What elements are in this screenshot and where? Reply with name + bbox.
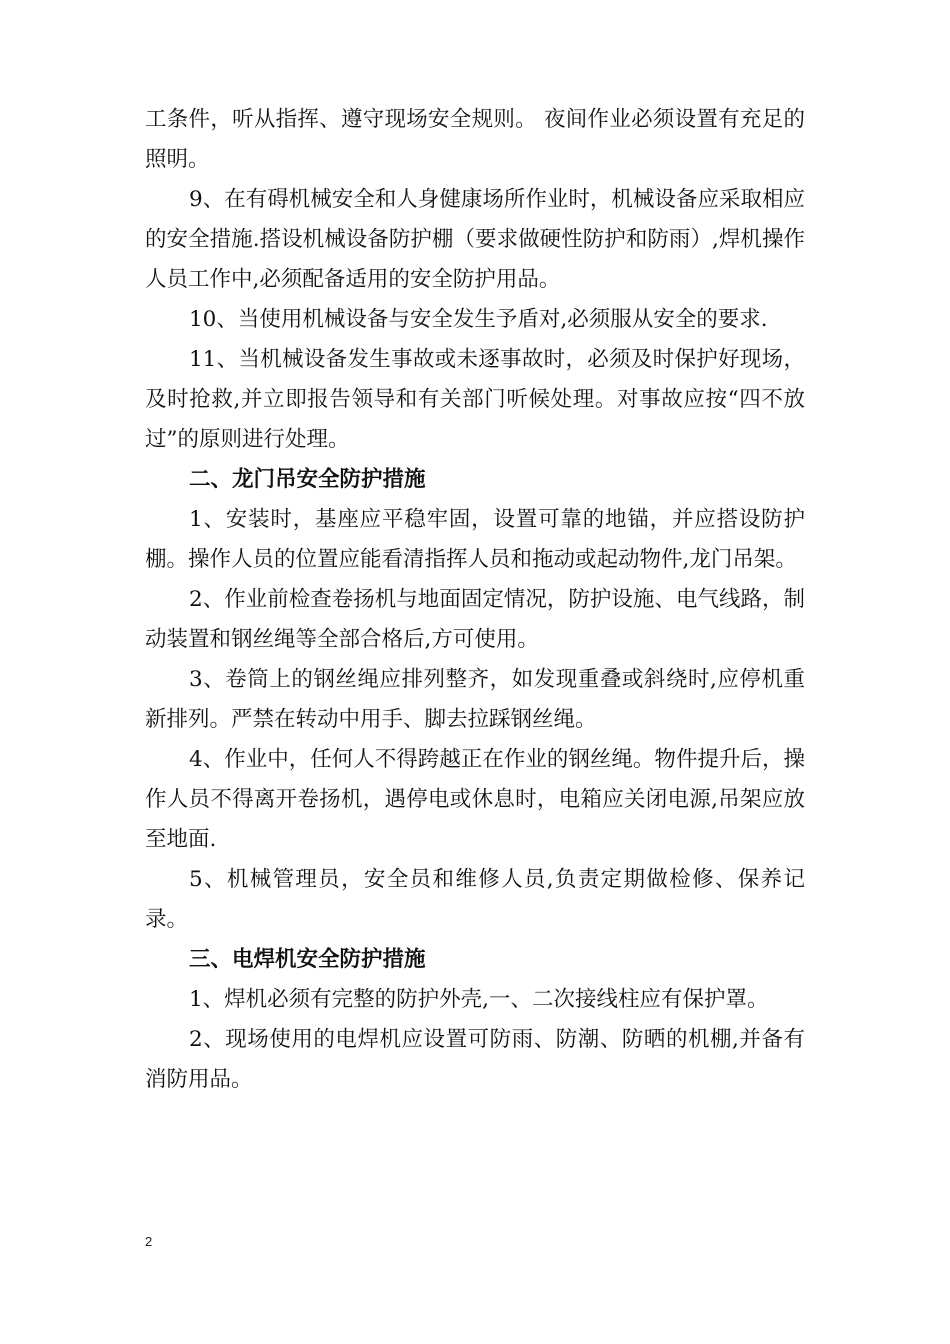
section-heading-welder: 三、电焊机安全防护措施: [189, 947, 426, 972]
paragraph-welder-item-2: 2、现场使用的电焊机应设置可防雨、防潮、防晒的机棚,并备有消防用品。: [145, 1027, 805, 1092]
paragraph-gantry-item-1: 1、安装时，基座应平稳牢固，设置可靠的地锚，并应搭设防护棚。操作人员的位置应能看清指挥人员和拖动或起动物件,龙门吊架。: [145, 507, 805, 572]
paragraph-continuation: 工条件，听从指挥、遵守现场安全规则。 夜间作业必须设置有充足的照明。: [145, 107, 805, 172]
paragraph-gantry-item-4: 4、作业中，任何人不得跨越正在作业的钢丝绳。物件提升后，操作人员不得离开卷扬机，遇停电或休息时，电箱应关闭电源,吊架应放至地面.: [145, 747, 805, 852]
page-number: 2: [145, 1234, 153, 1249]
paragraph-gantry-item-5: 5、机械管理员，安全员和维修人员,负责定期做检修、保养记录。: [145, 867, 805, 932]
paragraph-item-11: 11、当机械设备发生事故或未逐事故时，必须及时保护好现场，及时抢救,并立即报告领导和有关部门听候处理。对事故应按“四不放过”的原则进行处理。: [145, 347, 805, 452]
paragraph-gantry-item-3: 3、卷筒上的钢丝绳应排列整齐，如发现重叠或斜绕时,应停机重新排列。严禁在转动中用手、脚去拉踩钢丝绳。: [145, 667, 805, 732]
paragraph-item-9: 9、在有碍机械安全和人身健康场所作业时，机械设备应采取相应的安全措施.搭设机械设备防护棚（要求做硬性防护和防雨）,焊机操作人员工作中,必须配备适用的安全防护用品。: [145, 187, 805, 292]
section-heading-gantry-crane: 二、龙门吊安全防护措施: [189, 467, 426, 492]
paragraph-gantry-item-2: 2、作业前检查卷扬机与地面固定情况，防护设施、电气线路，制动装置和钢丝绳等全部合格后,方可使用。: [145, 587, 805, 652]
document-body: [145, 100, 805, 1100]
paragraph-item-10: 10、当使用机械设备与安全发生予盾对,必须服从安全的要求.: [189, 307, 768, 332]
paragraph-welder-item-1: 1、焊机必须有完整的防护外壳,一、二次接线柱应有保护罩。: [189, 987, 769, 1012]
